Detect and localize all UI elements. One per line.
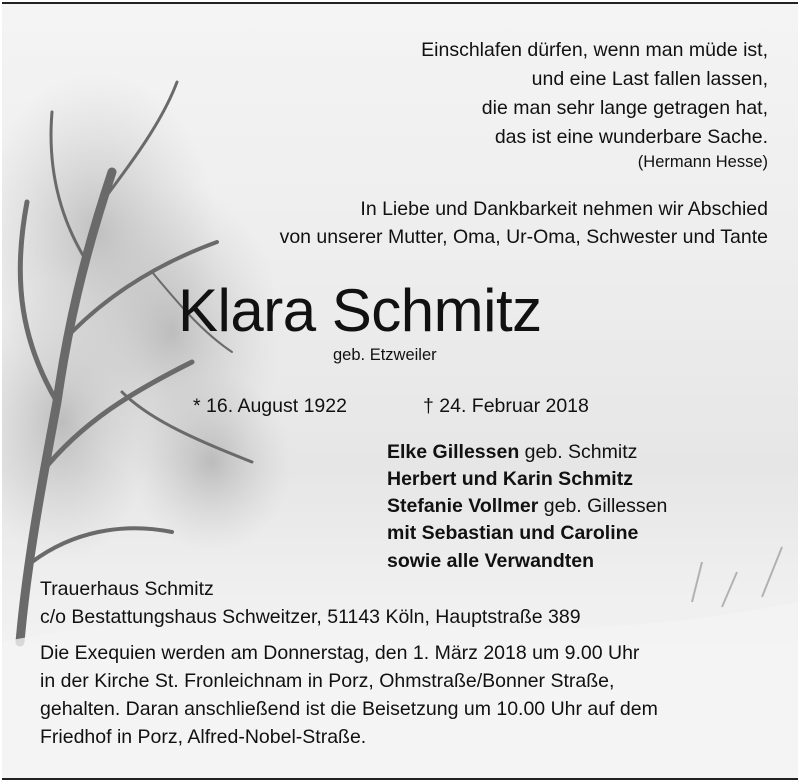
service-line: gehalten. Daran anschließend ist die Beisetzung um 10.00 Uhr auf dem <box>40 698 658 720</box>
birth-name: geb. Etzweiler <box>333 346 437 364</box>
mourner-line: mit Sebastian und Caroline <box>387 522 639 544</box>
service-line: Friedhof in Porz, Alfred-Nobel-Straße. <box>40 726 367 748</box>
mourner-line: Elke Gillessen geb. Schmitz <box>387 441 638 463</box>
mourner-line: sowie alle Verwandten <box>387 550 594 572</box>
address-line: Trauerhaus Schmitz <box>40 578 214 600</box>
mourner-line: Herbert und Karin Schmitz <box>387 468 633 490</box>
poem-author: (Hermann Hesse) <box>637 153 768 171</box>
poem-line: das ist eine wunderbare Sache. <box>494 126 768 148</box>
deceased-name: Klara Schmitz <box>178 277 542 344</box>
service-line: Die Exequien werden am Donnerstag, den 1. März 2018 um 9.00 Uhr <box>40 642 640 664</box>
poem-line: und eine Last fallen lassen, <box>531 68 768 90</box>
death-date: † 24. Februar 2018 <box>423 395 589 417</box>
address-line: c/o Bestattungshaus Schweitzer, 51143 Köln, Hauptstraße 389 <box>40 606 581 628</box>
obituary-notice <box>2 2 798 780</box>
intro-line: In Liebe und Dankbarkeit nehmen wir Abschied <box>360 198 768 220</box>
birth-date: * 16. August 1922 <box>193 395 347 417</box>
poem-line: die man sehr lange getragen hat, <box>481 97 768 119</box>
service-line: in der Kirche St. Fronleichnam in Porz, Ohmstraße/Bonner Straße, <box>40 670 615 692</box>
intro-line: von unserer Mutter, Oma, Ur-Oma, Schwester und Tante <box>279 226 768 248</box>
poem-line: Einschlafen dürfen, wenn man müde ist, <box>421 39 768 61</box>
mourner-line: Stefanie Vollmer geb. Gillessen <box>387 495 668 517</box>
